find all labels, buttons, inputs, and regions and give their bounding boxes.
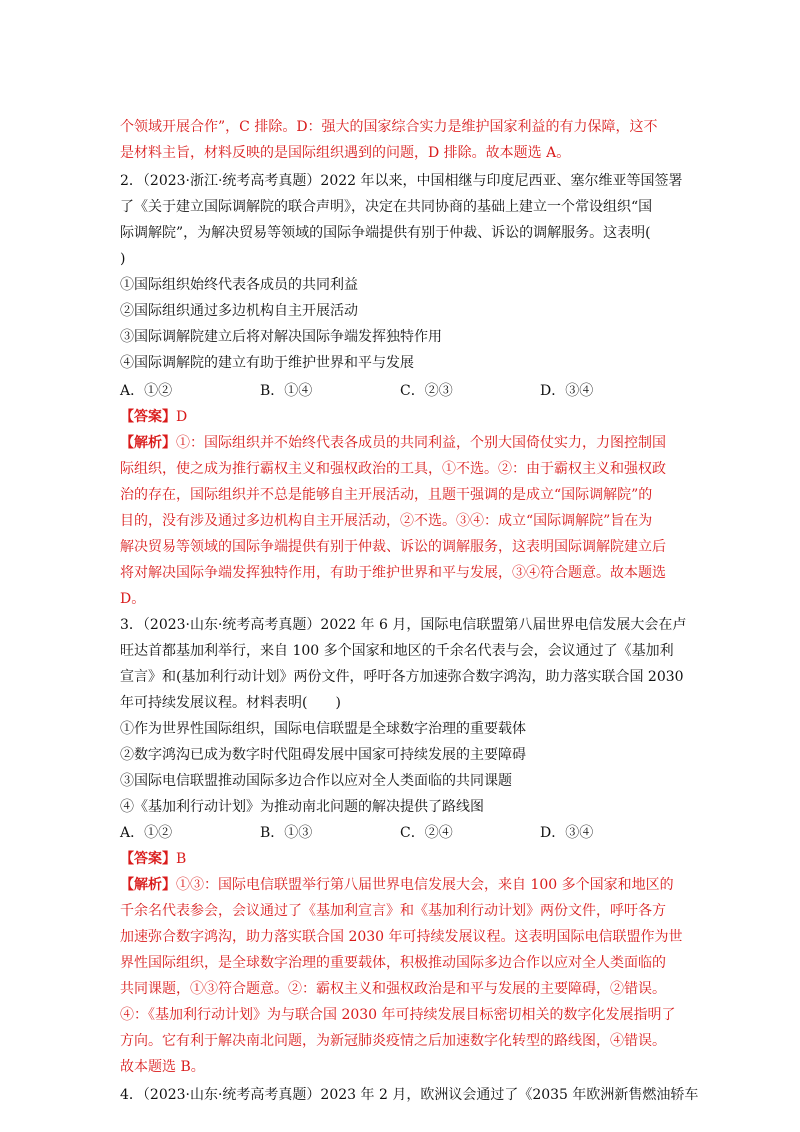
q2-options bbox=[120, 378, 680, 404]
q3-statement-3: ③国际电信联盟推动国际多边合作以应对全人类面临的共同课题 bbox=[120, 773, 512, 789]
q3-analysis-line-8: 故本题选 B。 bbox=[120, 1059, 205, 1075]
q3-analysis-line-4: 界性国际组织，是全球数字治理的重要载体，积极推动国际多边合作以应对全人类面临的 bbox=[120, 955, 666, 971]
q2-analysis-line-1: 【解析】①：国际组织并不始终代表各成员的共同利益，个别大国倚仗实力，力图控制国 bbox=[120, 435, 666, 451]
q3-option-b: B．①③ bbox=[260, 825, 313, 841]
q2-statement-1: ①国际组织始终代表各成员的共同利益 bbox=[120, 277, 358, 293]
q2-analysis-line-2: 际组织，使之成为推行霸权主义和强权政治的工具，①不选。②：由于霸权主义和强权政 bbox=[120, 461, 666, 477]
q2-stem-line-2: 了《关于建立国际调解院的联合声明》，决定在共同协商的基础上建立一个常设组织“国 bbox=[120, 199, 653, 215]
q3-analysis-label: 【解析】 bbox=[120, 877, 176, 893]
q3-analysis-line-3: 加速弥合数字鸿沟，助力落实联合国 2030 年可持续发展议程。这表明国际电信联盟作为世 bbox=[120, 929, 683, 945]
q2-analysis-line-7: D。 bbox=[120, 591, 146, 607]
q2-statement-4: ④国际调解院的建立有助于维护世界和平与发展 bbox=[120, 355, 414, 371]
q3-stem-line-1: 3．（2023·山东·统考高考真题）2022 年 6 月，国际电信联盟第八届世界电信发展大会在卢 bbox=[120, 617, 687, 633]
q3-answer bbox=[120, 846, 680, 872]
q2-analysis-line-4: 目的，没有涉及通过多边机构自主开展活动，②不选。③④：成立“国际调解院”旨在为 bbox=[120, 513, 653, 529]
q3-analysis-line-6: ④：《基加利行动计划》为与联合国 2030 年可持续发展目标密切相关的数字化发展指明了 bbox=[120, 1007, 676, 1023]
q3-stem-line-3: 宣言》和(基加利行动计划》两份文件，呼吁各方加速弥合数字鸿沟，助力落实联合国 2030 bbox=[120, 669, 684, 685]
q2-stem-line-4: ) bbox=[120, 251, 126, 267]
q2-stem-line-3: 际调解院”，为解决贸易等领域的国际争端提供有别于仲裁、诉讼的调解服务。这表明( bbox=[120, 225, 651, 241]
q2-option-c: C．②③ bbox=[400, 383, 453, 399]
q2-option-d: D．③④ bbox=[540, 383, 594, 399]
q3-analysis-line-1: 【解析】①③：国际电信联盟举行第八届世界电信发展大会，来自 100 多个国家和地区的 bbox=[120, 877, 674, 893]
q2-statement-3: ③国际调解院建立后将对解决国际争端发挥独特作用 bbox=[120, 329, 442, 345]
q3-option-c: C．②④ bbox=[400, 825, 453, 841]
q2-statement-2: ②国际组织通过多边机构自主开展活动 bbox=[120, 303, 358, 319]
q3-statement-2: ②数字鸿沟已成为数字时代阻碍发展中国家可持续发展的主要障碍 bbox=[120, 747, 526, 763]
q2-analysis-line-5: 解决贸易等领域的国际争端提供有别于仲裁、诉讼的调解服务，这表明国际调解院建立后 bbox=[120, 539, 666, 555]
q2-answer-label: 【答案】 bbox=[120, 409, 176, 425]
q2-answer bbox=[120, 404, 680, 430]
q3-stem-line-4: 年可持续发展议程。材料表明( ) bbox=[120, 695, 341, 711]
q3-option-d: D．③④ bbox=[540, 825, 594, 841]
q3-analysis-line-7: 方向。它有利于解决南北问题，为新冠肺炎疫情之后加速数字化转型的路线图，④错误。 bbox=[120, 1033, 666, 1049]
q3-analysis-line-2: 千余名代表参会，会议通过了《基加利宣言》和《基加利行动计划》两份文件，呼吁各方 bbox=[120, 903, 666, 919]
q3-option-a: A．①② bbox=[120, 825, 173, 841]
q2-answer-value: D bbox=[176, 409, 188, 425]
q2-option-a: A．①② bbox=[120, 383, 173, 399]
q2-analysis-label: 【解析】 bbox=[120, 435, 176, 451]
q3-answer-value: B bbox=[176, 851, 187, 867]
q3-analysis-line-5: 共同课题，①③符合题意。②：霸权主义和强权政治是和平与发展的主要障碍，②错误。 bbox=[120, 981, 666, 997]
q3-options bbox=[120, 820, 680, 846]
q3-answer-label: 【答案】 bbox=[120, 851, 176, 867]
q2-stem-line-1: 2．（2023·浙江·统考高考真题）2022 年以来，中国相继与印度尼西亚、塞尔维亚等国签署 bbox=[120, 173, 683, 189]
q3-statement-4: ④《基加利行动计划》为推动南北问题的解决提供了路线图 bbox=[120, 799, 484, 815]
q3-stem-line-2: 旺达首都基加利举行，来自 100 多个国家和地区的千余名代表与会，会议通过了《基加利 bbox=[120, 643, 674, 659]
q4-stem-line-1: 4．（2023·山东·统考高考真题）2023 年 2 月，欧洲议会通过了《2035 年欧洲新售燃油轿车 bbox=[120, 1087, 699, 1103]
q1-analysis-line-1: 个领域开展合作”，C 排除。D：强大的国家综合实力是维护国家利益的有力保障，这不 bbox=[120, 119, 658, 135]
q2-analysis-line-6: 将对解决国际争端发挥独特作用，有助于维护世界和平与发展，③④符合题意。故本题选 bbox=[120, 565, 666, 581]
q2-option-b: B．①④ bbox=[260, 383, 313, 399]
q1-analysis-line-2: 是材料主旨，材料反映的是国际组织遇到的问题，D 排除。故本题选 A。 bbox=[120, 145, 571, 161]
q2-analysis-line-3: 治的存在，国际组织并不总是能够自主开展活动，且题干强调的是成立“国际调解院”的 bbox=[120, 487, 653, 503]
q3-statement-1: ①作为世界性国际组织，国际电信联盟是全球数字治理的重要载体 bbox=[120, 721, 526, 737]
